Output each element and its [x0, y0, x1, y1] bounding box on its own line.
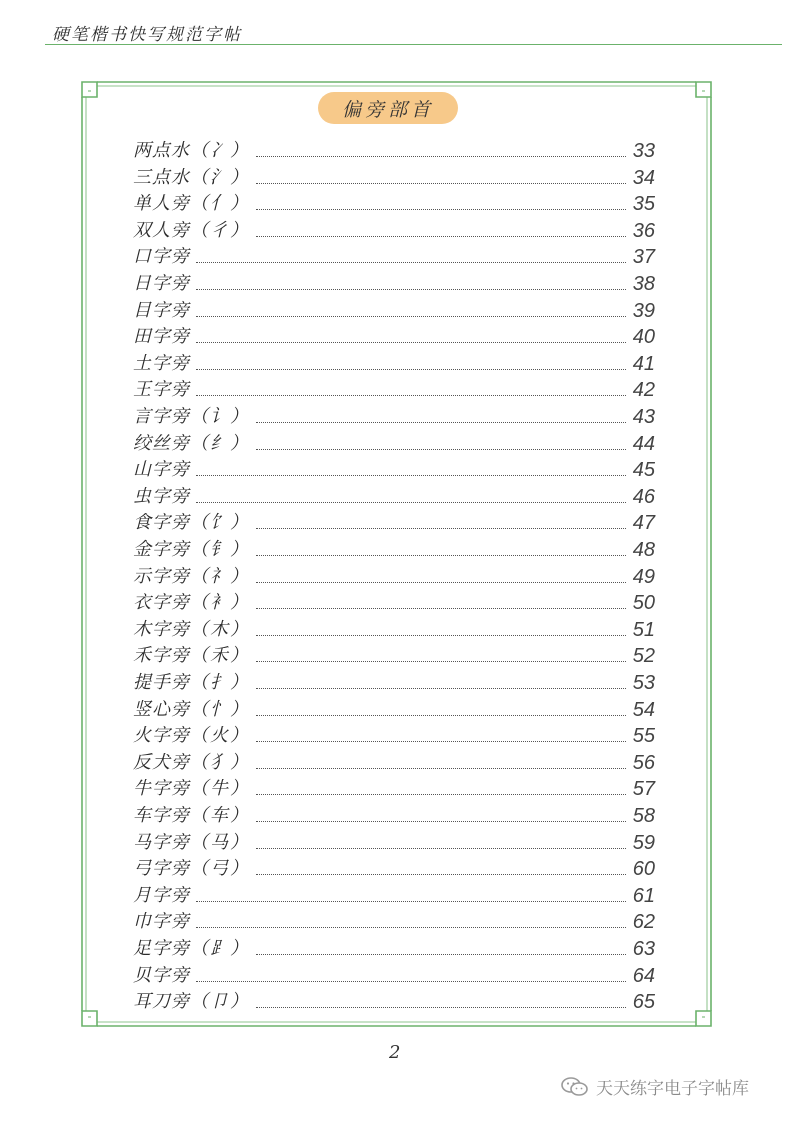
- toc-entry-label: 牛字旁: [133, 778, 190, 800]
- toc-entry-label: 土字旁: [133, 352, 190, 374]
- toc-entry-label: 三点水: [133, 166, 190, 188]
- toc-entry[interactable]: [133, 960, 655, 987]
- toc-entry-label: 火字旁: [133, 725, 190, 747]
- toc-entry[interactable]: [133, 933, 655, 960]
- toc-dot-leader: [256, 661, 626, 662]
- toc-entry-page: 57: [632, 778, 655, 801]
- toc-dot-leader: [196, 395, 626, 396]
- toc-entry-page: 56: [632, 751, 655, 774]
- toc-dot-leader: [256, 449, 626, 450]
- toc-entry-page: 40: [632, 326, 655, 349]
- toc-dot-leader: [256, 422, 626, 423]
- toc-entry[interactable]: [133, 162, 655, 189]
- toc-entry-radical: （车）: [190, 805, 250, 826]
- toc-entry-label: 虫字旁: [133, 485, 190, 507]
- toc-entry[interactable]: [133, 215, 655, 242]
- toc-entry-page: 63: [632, 938, 655, 960]
- toc-entry-radical: （彳）: [190, 219, 250, 241]
- toc-entry-page: 55: [632, 725, 655, 748]
- toc-entry-radical: （氵）: [190, 166, 250, 188]
- toc-entry-page: 35: [632, 193, 655, 216]
- toc-entry-page: 47: [632, 512, 655, 535]
- toc-entry-label: 竖心旁: [133, 698, 190, 720]
- toc-dot-leader: [196, 369, 626, 370]
- toc-entry-label: 山字旁: [133, 459, 190, 481]
- toc-entry-label: 马字旁: [133, 831, 190, 853]
- watermark: [560, 1074, 749, 1099]
- toc-entry-radical: （冫）: [190, 140, 250, 161]
- toc-entry-label: 弓字旁: [133, 858, 190, 880]
- toc-dot-leader: [256, 236, 626, 237]
- toc-entry-radical: （讠）: [190, 406, 250, 427]
- toc-entry-label: 田字旁: [133, 326, 190, 348]
- toc-entry-radical: （扌）: [190, 672, 250, 693]
- toc-entry-label: 食字旁: [133, 512, 190, 534]
- toc-entry-label: 双人旁: [133, 219, 190, 241]
- toc-entry[interactable]: [133, 454, 655, 481]
- toc-entry-label: 王字旁: [133, 379, 190, 401]
- toc-entry[interactable]: [133, 374, 655, 401]
- toc-entry-label: 单人旁: [133, 193, 190, 215]
- toc-entry-radical: （牛）: [190, 778, 250, 800]
- toc-dot-leader: [196, 316, 626, 317]
- toc-entry-label: 巾字旁: [133, 911, 190, 933]
- toc-entry-label: 足字旁: [133, 938, 190, 959]
- toc-entry[interactable]: [133, 241, 655, 268]
- toc-entry-page: 48: [632, 539, 655, 561]
- toc-entry-label: 月字旁: [133, 884, 190, 906]
- toc-entry-page: 39: [632, 299, 655, 322]
- toc-entry-page: 59: [632, 831, 655, 854]
- header-title: 硬笔楷书快写规范字帖: [52, 25, 242, 45]
- toc-entry-radical: （⻊）: [190, 938, 250, 959]
- toc-entry-page: 45: [632, 459, 655, 482]
- toc-entry-label: 示字旁: [133, 565, 190, 587]
- toc-entry[interactable]: [133, 667, 655, 694]
- watermark-text: 天天练字电子字帖库: [596, 1079, 749, 1099]
- toc-entry[interactable]: [133, 906, 655, 933]
- toc-dot-leader: [256, 768, 626, 769]
- toc-entry-radical: （犭）: [190, 751, 250, 773]
- toc-dot-leader: [196, 342, 626, 343]
- toc-entry[interactable]: [133, 295, 655, 322]
- toc-entry[interactable]: [133, 773, 655, 800]
- toc-entry[interactable]: [133, 720, 655, 747]
- toc-entry[interactable]: [133, 614, 655, 641]
- toc-entry[interactable]: [133, 640, 655, 667]
- toc-entry-label: 金字旁: [133, 539, 190, 560]
- toc-entry-label: 衣字旁: [133, 592, 190, 614]
- toc-entry-page: 37: [632, 246, 655, 269]
- toc-entry-label: 两点水: [133, 140, 190, 161]
- toc-dot-leader: [256, 954, 626, 955]
- toc-entry-page: 53: [632, 672, 655, 694]
- toc-entry[interactable]: [133, 481, 655, 508]
- toc-entry-page: 41: [632, 352, 655, 375]
- toc-entry[interactable]: [133, 507, 655, 534]
- toc-entry-radical: （马）: [190, 831, 250, 853]
- toc-dot-leader: [256, 821, 626, 822]
- toc-dot-leader: [256, 582, 626, 583]
- page-number: 2: [389, 1042, 401, 1063]
- toc-entry[interactable]: [133, 401, 655, 428]
- toc-dot-leader: [256, 741, 626, 742]
- toc-entry-page: 64: [632, 964, 655, 987]
- toc-entry-radical: （禾）: [190, 645, 250, 667]
- toc-entry-page: 60: [632, 858, 655, 881]
- toc-entry[interactable]: [133, 321, 655, 348]
- toc-entry[interactable]: [133, 747, 655, 774]
- toc-entry-radical: （忄）: [190, 698, 250, 720]
- toc-dot-leader: [256, 608, 626, 609]
- toc-entry[interactable]: [133, 188, 655, 215]
- toc-entry[interactable]: [133, 880, 655, 907]
- toc-dot-leader: [256, 688, 626, 689]
- toc-dot-leader: [196, 262, 626, 263]
- toc-entry[interactable]: [133, 534, 655, 561]
- toc-entry-radical: （饣）: [190, 512, 250, 534]
- toc-entry-page: 36: [632, 219, 655, 242]
- toc-entry-page: 51: [632, 618, 655, 641]
- toc-entry-page: 38: [632, 273, 655, 295]
- toc-entry-label: 车字旁: [133, 805, 190, 826]
- toc-dot-leader: [196, 981, 626, 982]
- toc-entry-radical: （亻）: [190, 193, 250, 215]
- toc-entry-label: 提手旁: [133, 672, 190, 693]
- toc-entry[interactable]: [133, 561, 655, 588]
- toc-entry[interactable]: [133, 800, 655, 827]
- toc-entry-radical: （衤）: [190, 592, 250, 614]
- toc-entry[interactable]: [133, 135, 655, 162]
- toc-entry-label: 禾字旁: [133, 645, 190, 667]
- toc-dot-leader: [256, 1007, 626, 1008]
- toc-entry[interactable]: [133, 853, 655, 880]
- toc-dot-leader: [256, 528, 626, 529]
- toc-dot-leader: [196, 289, 626, 290]
- toc-dot-leader: [196, 502, 626, 503]
- toc-entry-radical: （火）: [190, 725, 250, 747]
- toc-dot-leader: [256, 715, 626, 716]
- toc-dot-leader: [256, 794, 626, 795]
- toc-entry-page: 54: [632, 698, 655, 721]
- toc-entry-radical: （弓）: [190, 858, 250, 880]
- toc-dot-leader: [256, 183, 626, 184]
- toc-entry[interactable]: [133, 268, 655, 295]
- toc-dot-leader: [256, 209, 626, 210]
- toc-entry[interactable]: [133, 827, 655, 854]
- toc-dot-leader: [256, 555, 626, 556]
- toc-entry-page: 58: [632, 805, 655, 827]
- toc-entry-page: 33: [632, 140, 655, 162]
- toc-entry-radical: （纟）: [190, 432, 250, 454]
- wechat-icon: [560, 1076, 590, 1098]
- toc-dot-leader: [256, 635, 626, 636]
- toc-entry-label: 日字旁: [133, 273, 190, 294]
- toc-entry[interactable]: [133, 986, 655, 1013]
- toc-entry-page: 42: [632, 379, 655, 402]
- toc-entry-label: 耳刀旁: [133, 991, 190, 1013]
- toc-dot-leader: [196, 475, 626, 476]
- toc-entry-label: 目字旁: [133, 299, 190, 321]
- toc-entry-label: 口字旁: [133, 246, 190, 268]
- toc-entry-label: 言字旁: [133, 406, 190, 427]
- toc-entry-page: 44: [632, 432, 655, 455]
- toc-entry[interactable]: [133, 428, 655, 455]
- toc-dot-leader: [256, 156, 626, 157]
- toc-dot-leader: [256, 874, 626, 875]
- toc-entry[interactable]: [133, 694, 655, 721]
- toc-entry-radical: （礻）: [190, 565, 250, 587]
- toc-entry-label: 反犬旁: [133, 751, 190, 773]
- toc-entry-label: 木字旁: [133, 618, 190, 640]
- toc-entry-label: 绞丝旁: [133, 432, 190, 454]
- toc-entry-radical: （钅）: [190, 539, 250, 560]
- toc-entry-page: 34: [632, 166, 655, 189]
- toc-entry-page: 46: [632, 485, 655, 508]
- toc-dot-leader: [196, 927, 626, 928]
- toc-entry-page: 43: [632, 406, 655, 428]
- toc-entry[interactable]: [133, 587, 655, 614]
- toc-entry-page: 50: [632, 592, 655, 615]
- toc-dot-leader: [256, 848, 626, 849]
- toc-entry-page: 61: [632, 884, 655, 907]
- toc-entry-radical: （木）: [190, 618, 250, 640]
- toc-dot-leader: [196, 901, 626, 902]
- toc-entry-page: 65: [632, 991, 655, 1014]
- toc-entry-page: 49: [632, 565, 655, 588]
- section-title-badge: 偏旁部首: [318, 92, 458, 124]
- toc-entry[interactable]: [133, 348, 655, 375]
- toc-entry-page: 52: [632, 645, 655, 668]
- toc-entry-page: 62: [632, 911, 655, 934]
- toc-entry-label: 贝字旁: [133, 964, 190, 986]
- toc-entry-radical: （卩）: [190, 991, 250, 1013]
